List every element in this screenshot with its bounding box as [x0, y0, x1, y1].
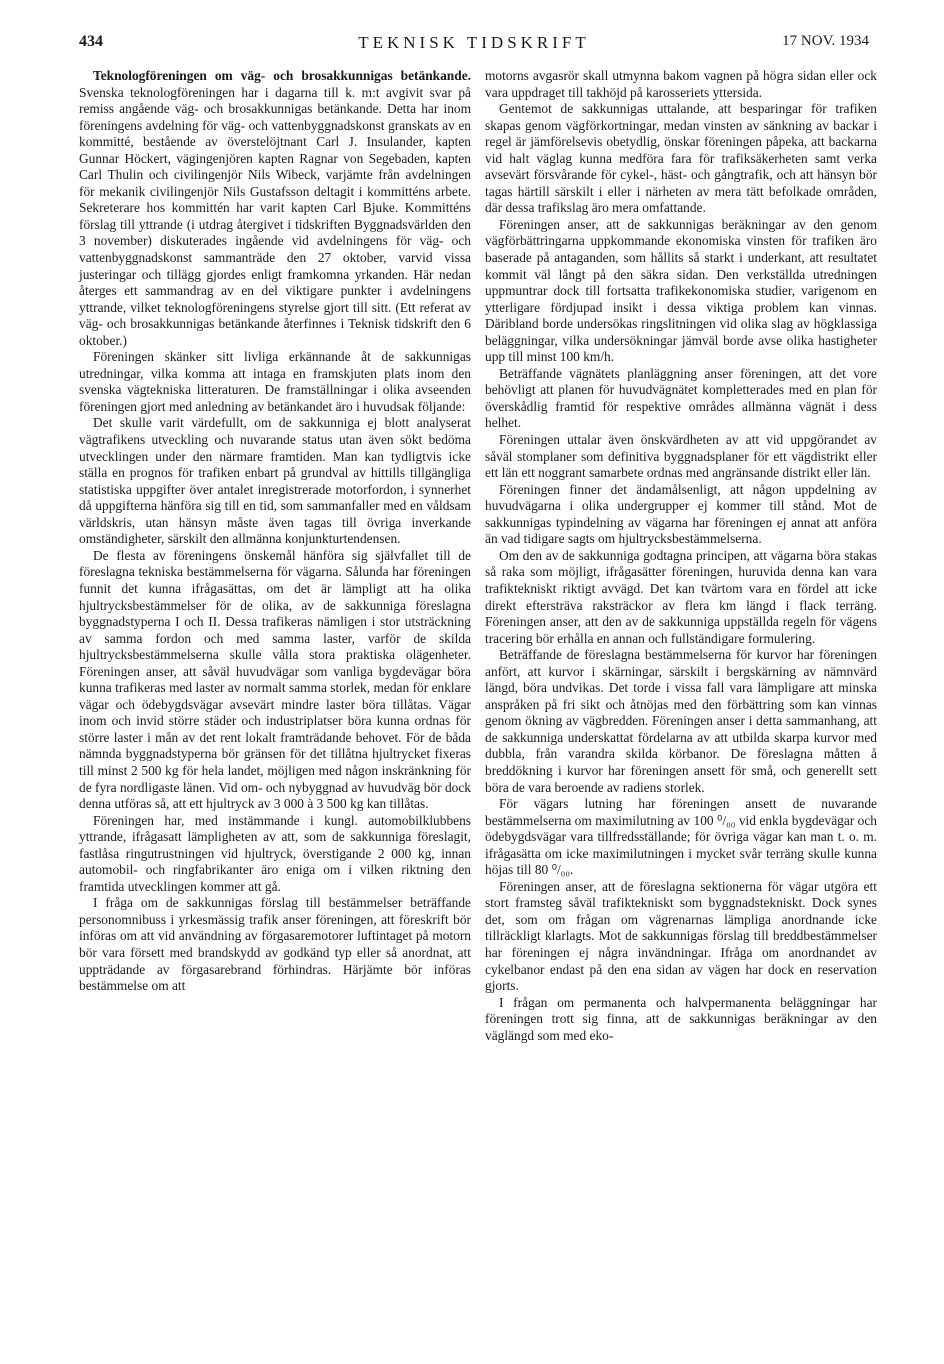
paragraph: Det skulle varit värdefullt, om de sakkunniga ej blott analyserat vägtrafikens utveckling och nuvarande status utan även sökt bedöma utvecklingen under den närmare framtiden. Man kan tydligtvis icke ställa en prognos för trafiken enbart på grundval av hittills tillgängliga statistiska uppgifter över antalet inregistrerade motorfordon, i synnerhet då uppgifterna hänföra sig till en tid, som sammanfaller med en våldsam världskris, utan hänsyn måste även tagas till övriga inverkande omständigheter, särskilt den allmänna konjunkturtendensen.: [79, 415, 471, 547]
paragraph: Föreningen anser, att de sakkunnigas beräkningar av den genom vägförbättringarna uppkommande ekonomiska vinsten för trafiken äro baserade på antaganden, som hållits så starkt i underkant, att resultatet kommit väl långt på den säkra sidan. Den verkställda utredningen uppmuntrar dock till fortsatta trafikekonomiska studier, varigenom en ytterligare fördjupad insikt i dessa viktiga problem kan vinnas. Däribland borde undersökas ringslitningen vid olika slag av högklassiga beläggningar, vilka undersökningar jämväl borde avse olika hastigheter upp till minst 100 km/h.: [485, 216, 877, 365]
paragraph: Föreningen uttalar även önskvärdheten av att vid uppgörandet av såväl stomplaner som definitiva byggnadsplaner för ett vägdistrikt eller ett län ett noggrant samarbete ordnas med angränsande distrikt eller län.: [485, 432, 877, 481]
paragraph: Föreningen har, med instämmande i kungl. automobilklubbens yttrande, ifrågasatt lämpligheten av att, som de sakkunniga föreslagit, fastlåsa ringutrustningen vid hjultryck, överstigande 2 000 kg, innan automobil- och ringfabrikanter äro eniga om i vilken riktning den framtida utvecklingen kommer att gå.: [79, 812, 471, 894]
paragraph: Beträffande vägnätets planläggning anser föreningen, att det vore behövligt att planen för huvudvägnätet kompletterades med en plan för överskådlig framtid för respektive områdes allmänna vägnät i dess helhet.: [485, 365, 877, 431]
right-column: [485, 68, 877, 1044]
article-heading: Teknologföreningen om väg- och brosakkunnigas betänkande.: [93, 68, 471, 83]
paragraph: I frågan om permanenta och halvpermanenta beläggningar har föreningen trott sig finna, att de sakkunnigas beräkningar av den väglängd som med eko-: [485, 994, 877, 1043]
paragraph: Gentemot de sakkunnigas uttalande, att besparingar för trafiken skapas genom vägförkortningar, medan vinsten av sänkning av backar i regel är jämförelsevis obetydlig, önskar föreningen påpeka, att backarna vid halt väglag kunna medföra fara för trafiksäkerheten samt verka avsevärt försvårande för cykel-, häst- och gångtrafik, och att hänsyn bör tagas härtill särskilt i eller i närheten av mera tätt befolkade områden, där dessa trafikslag äro mera omfattande.: [485, 101, 877, 216]
paragraph: Föreningen finner det ändamålsenligt, att någon uppdelning av huvudvägarna i olika undergrupper ej kommer till stånd. Mot de sakkunnigas typindelning av vägarna har föreningen ej annat att anföra än vad tidigare sagts om hjultrycksbestämmelserna.: [485, 481, 877, 547]
page-number: 434: [79, 33, 103, 50]
paragraph-text: Svenska teknologföreningen har i dagarna till k. m:t avgivit svar på remiss angående väg- och brosakkunnigas betänkande. Detta har inom föreningens avdelning för väg- och vattenbyggnadskonst granskats av en kommitté, bestående av överstelöjtnant Carl J. Insulander, kapten Gunnar Höckert, vägingenjören kapten Ragnar von Segebaden, kapten Carl Thulin och civilingenjör Nils Wibeck, varjämte från avdelningen för mekanik civilingenjör Nils Gustafsson deltagit i kommitténs arbete. Sekreterare hos kommittén har varit kapten Carl Bjuke. Kommitténs förslag till yttrande (i utdrag återgivet i tidskriften Byggnadsvärlden den 3 november) diskuterades ingående vid avdelningens för väg- och vattenbyggnadskonst sammanträde den 27 oktober, varvid vissa justeringar och tillägg gjordes enligt framkomna yrkanden. Här nedan återges ett sammandrag av en del viktigare punkter i avdelningens yttrande, vilket teknologföreningens styrelse gjort till sitt. (Ett referat av väg- och brosakkunnigas betänkande återfinnes i Teknisk tidskrift den 6 oktober.): [79, 84, 471, 348]
paragraph: Föreningen anser, att de föreslagna sektionerna för vägar utgöra ett stort framsteg såväl trafiktekniskt som byggnadstekniskt. Dock synes det, som om frågan om vägrenarnas lämpliga anordnande icke tillräckligt klarlagts. Mot de sakkunnigas förslag till breddbestämmelser har föreningen ej några invändningar. Ifråga om anordnandet av cykelbanor endast på den ena sidan av vägen har dock en reservation gjorts.: [485, 878, 877, 994]
running-header: [79, 33, 869, 55]
paragraph: [79, 68, 471, 349]
paragraph: I fråga om de sakkunnigas förslag till bestämmelser beträffande personomnibuss i yrkesmässig trafik anser föreningen, att föreskrift bör införas om att vid användning av förgasaremotorer luftintaget på motorn bör vara försett med brandskydd av godkänd typ eller så anordnat, att uppträdande av förgasarebrand förhindras. Härjämte bör införas bestämmelse om att: [79, 895, 471, 994]
issue-date: 17 NOV. 1934: [782, 33, 869, 49]
left-column: [79, 68, 471, 995]
journal-title: TEKNISK TIDSKRIFT: [358, 33, 590, 52]
paragraph-continued: motorns avgasrör skall utmynna bakom vagnen på högra sidan eller ock vara uppdraget till takhöjd på karosseriets yttersida.: [485, 68, 877, 100]
paragraph: Föreningen skänker sitt livliga erkännande åt de sakkunnigas utredningar, vilka komma att intaga en framskjuten plats inom den svenska vägtekniska litteraturen. De framställningar i olika avseenden föreningen gjort med anledning av betänkandet äro i huvudsak följande:: [79, 349, 471, 414]
paragraph: De flesta av föreningens önskemål hänföra sig självfallet till de föreslagna tekniska bestämmelserna för vägarna. Sålunda har föreningen funnit det kunna ifrågasättas, om det är lämpligt att ha olika hjultrycksbestämmelser för de olika, av de sakkunniga föreslagna byggnadstyperna I och II. Dessa trafikeras nämligen i stor utsträckning av samma fordon och med samma laster, varför de skilda hjultrycksbestämmelserna skulle vålla stora praktiska olägenheter. Föreningen anser, att såväl huvudvägar som vanliga bygdevägar böra kunna trafikeras med laster av normalt samma storlek, medan för enklare vägar och ödebygdsvägar avsevärt mindre laster böra tillåtas. Vägar inom och invid större städer och industriplatser böra kunna ordnas för större laster i mån av det rent lokalt framträdande behovet. För de båda nämnda byggnadstyperna bör gränsen för det tillåtna hjultrycket fixeras till minst 2 500 kg för hela landet, möjligen med någon inskränkning för de fyra nordligaste länen. Vid om- och nybyggnad av huvudväg bör dock denna utföras så, att ett hjultryck av 3 000 à 3 500 kg kan tillåtas.: [79, 547, 471, 812]
paragraph: Beträffande de föreslagna bestämmelserna för kurvor har föreningen anfört, att kurvor i skärningar, särskilt i bergskärning av nämnvärd längd, böra undvikas. Det torde i vissa fall vara lämpligare att minska anspråken på fri sikt och åtnöjas med den förbättring som kan vinnas genom ökning av vägbredden. Föreningen anser i detta sammanhang, att de sakkunniga underskattat fördelarna av att utbilda skarpa kurvor med dubbla, från varandra skilda körbanor. De föreslagna måtten å breddökning i kurvor har föreningen ansett för små, och generellt sett böra de vara beroende av radiens storlek.: [485, 647, 877, 795]
paragraph: För vägars lutning har föreningen ansett de nuvarande bestämmelserna om maximilutning av 100 ⁰/₀₀ vid enkla bygdevägar och ödebygdsvägar vara tillfredsställande; för övriga vägar kan man t. o. m. ifrågasätta om icke maximilutningen i mycket svår terräng skulle kunna höjas till 80 ⁰/₀₀.: [485, 796, 877, 878]
paragraph: Om den av de sakkunniga godtagna principen, att vägarna böra stakas så raka som möjligt, ifrågasätter föreningen, huruvida denna kan vara trafiktekniskt riktigt avvägd. Det kan tvärtom vara en fördel att icke direkt eftersträva raksträckor av flera km längd i flack terräng. Föreningen anser, att den av de sakkunniga uppställda regeln för vägens tracering bör erhålla en annan och fullständigare formulering.: [485, 547, 877, 646]
